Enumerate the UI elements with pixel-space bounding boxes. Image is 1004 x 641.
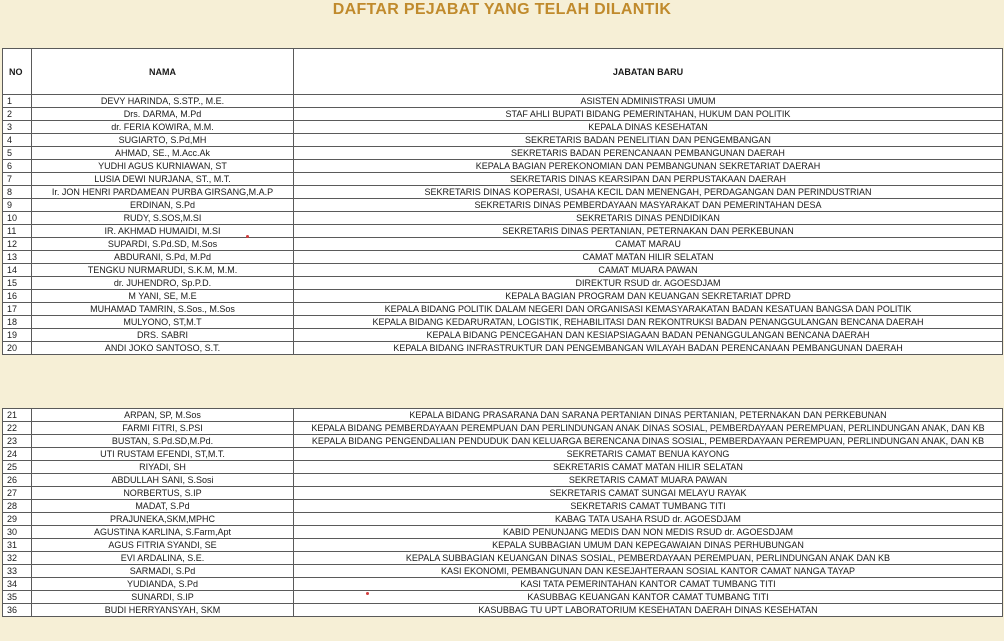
cell-no: 30 [3, 526, 32, 539]
cell-no: 6 [3, 160, 32, 173]
cell-no: 18 [3, 316, 32, 329]
table-row [3, 474, 1003, 487]
cell-nama: SUNARDI, S.IP [32, 591, 294, 604]
cell-jabatan: SEKRETARIS CAMAT MATAN HILIR SELATAN [294, 461, 1003, 474]
cell-no: 32 [3, 552, 32, 565]
cell-jabatan: KABAG TATA USAHA RSUD dr. AGOESDJAM [294, 513, 1003, 526]
cell-jabatan: KEPALA BIDANG INFRASTRUKTUR DAN PENGEMBANGAN WILAYAH BADAN PERENCANAAN PEMBANGUNAN DAERAH [294, 342, 1003, 355]
cell-no: 1 [3, 95, 32, 108]
cell-no: 13 [3, 251, 32, 264]
cell-nama: AGUS FITRIA SYANDI, SE [32, 539, 294, 552]
table-row [3, 448, 1003, 461]
table-row [3, 186, 1003, 199]
cell-nama: dr. FERIA KOWIRA, M.M. [32, 121, 294, 134]
table-row [3, 578, 1003, 591]
cell-nama: Drs. DARMA, M.Pd [32, 108, 294, 121]
table-row [3, 316, 1003, 329]
cell-jabatan: CAMAT MATAN HILIR SELATAN [294, 251, 1003, 264]
cell-nama: MUHAMAD TAMRIN, S.Sos., M.Sos [32, 303, 294, 316]
table-header-row [3, 49, 1003, 95]
cell-nama: SARMADI, S.Pd [32, 565, 294, 578]
cell-nama: NORBERTUS, S.IP [32, 487, 294, 500]
table-row [3, 121, 1003, 134]
cell-no: 5 [3, 147, 32, 160]
cell-jabatan: SEKRETARIS DINAS PENDIDIKAN [294, 212, 1003, 225]
table-row [3, 513, 1003, 526]
table-row [3, 342, 1003, 355]
cell-nama: MADAT, S.Pd [32, 500, 294, 513]
cell-jabatan: KEPALA DINAS KESEHATAN [294, 121, 1003, 134]
cell-jabatan: SEKRETARIS CAMAT SUNGAI MELAYU RAYAK [294, 487, 1003, 500]
cell-nama: ABDURANI, S.Pd, M.Pd [32, 251, 294, 264]
cell-jabatan: KEPALA BAGIAN PROGRAM DAN KEUANGAN SEKRETARIAT DPRD [294, 290, 1003, 303]
table-gap [0, 384, 1004, 408]
table-row [3, 238, 1003, 251]
table-body-part-1 [3, 95, 1003, 355]
cell-jabatan: SEKRETARIS BADAN PENELITIAN DAN PENGEMBANGAN [294, 134, 1003, 147]
cell-jabatan: KEPALA SUBBAGIAN UMUM DAN KEPEGAWAIAN DINAS PERHUBUNGAN [294, 539, 1003, 552]
cell-nama: RUDY, S.SOS,M.SI [32, 212, 294, 225]
table-row [3, 604, 1003, 617]
cell-jabatan: KEPALA BIDANG KEDARURATAN, LOGISTIK, REHABILITASI DAN REKONTRUKSI BADAN PENANGGULANGAN BENCANA DAERAH [294, 316, 1003, 329]
cell-jabatan: CAMAT MARAU [294, 238, 1003, 251]
cell-no: 31 [3, 539, 32, 552]
cell-no: 9 [3, 199, 32, 212]
cell-no: 36 [3, 604, 32, 617]
cell-jabatan: KASUBBAG KEUANGAN KANTOR CAMAT TUMBANG TITI [294, 591, 1003, 604]
cell-jabatan: STAF AHLI BUPATI BIDANG PEMERINTAHAN, HUKUM DAN POLITIK [294, 108, 1003, 121]
cell-jabatan: KEPALA BIDANG POLITIK DALAM NEGERI DAN ORGANISASI KEMASYARAKATAN BADAN KESATUAN BANGSA DAN POLITIK [294, 303, 1003, 316]
cell-jabatan: CAMAT MUARA PAWAN [294, 264, 1003, 277]
cell-nama: Ir. JON HENRI PARDAMEAN PURBA GIRSANG,M.A.P [32, 186, 294, 199]
cell-nama: DRS. SABRI [32, 329, 294, 342]
cell-no: 22 [3, 422, 32, 435]
cell-no: 16 [3, 290, 32, 303]
table-row [3, 277, 1003, 290]
cell-nama: AHMAD, SE., M.Acc.Ak [32, 147, 294, 160]
cell-jabatan: DIREKTUR RSUD dr. AGOESDJAM [294, 277, 1003, 290]
cell-jabatan: SEKRETARIS CAMAT TUMBANG TITI [294, 500, 1003, 513]
cell-nama: MULYONO, ST,M.T [32, 316, 294, 329]
table-row [3, 134, 1003, 147]
red-mark [246, 235, 249, 238]
cell-jabatan: KASUBBAG TU UPT LABORATORIUM KESEHATAN DAERAH DINAS KESEHATAN [294, 604, 1003, 617]
table-row [3, 539, 1003, 552]
cell-nama: LUSIA DEWI NURJANA, ST., M.T. [32, 173, 294, 186]
cell-jabatan: KEPALA BIDANG PENGENDALIAN PENDUDUK DAN KELUARGA BERENCANA DINAS SOSIAL, PEMBERDAYAAN PEREMPUAN, PERLINDUNGAN ANAK, DAN KB [294, 435, 1003, 448]
cell-no: 20 [3, 342, 32, 355]
cell-no: 10 [3, 212, 32, 225]
cell-jabatan: SEKRETARIS CAMAT BENUA KAYONG [294, 448, 1003, 461]
cell-no: 4 [3, 134, 32, 147]
cell-jabatan: KASI EKONOMI, PEMBANGUNAN DAN KESEJAHTERAAN SOSIAL KANTOR CAMAT NANGA TAYAP [294, 565, 1003, 578]
cell-jabatan: KABID PENUNJANG MEDIS DAN NON MEDIS RSUD dr. AGOESDJAM [294, 526, 1003, 539]
cell-no: 7 [3, 173, 32, 186]
table-row [3, 251, 1003, 264]
cell-no: 23 [3, 435, 32, 448]
cell-jabatan: KEPALA BIDANG PRASARANA DAN SARANA PERTANIAN DINAS PERTANIAN, PETERNAKAN DAN PERKEBUNAN [294, 409, 1003, 422]
cell-nama: PRAJUNEKA,SKM,MPHC [32, 513, 294, 526]
header-nama: NAMA [32, 49, 294, 95]
cell-no: 34 [3, 578, 32, 591]
cell-jabatan: SEKRETARIS CAMAT MUARA PAWAN [294, 474, 1003, 487]
table-row [3, 526, 1003, 539]
table-row [3, 409, 1003, 422]
cell-nama: YUDIANDA, S.Pd [32, 578, 294, 591]
cell-no: 25 [3, 461, 32, 474]
cell-no: 14 [3, 264, 32, 277]
cell-jabatan: SEKRETARIS BADAN PERENCANAAN PEMBANGUNAN DAERAH [294, 147, 1003, 160]
cell-jabatan: KASI TATA PEMERINTAHAN KANTOR CAMAT TUMBANG TITI [294, 578, 1003, 591]
cell-no: 8 [3, 186, 32, 199]
cell-nama: TENGKU NURMARUDI, S.K.M, M.M. [32, 264, 294, 277]
cell-nama: ERDINAN, S.Pd [32, 199, 294, 212]
cell-jabatan: KEPALA BAGIAN PEREKONOMIAN DAN PEMBANGUNAN SEKRETARIAT DAERAH [294, 160, 1003, 173]
table-row [3, 591, 1003, 604]
table-row [3, 303, 1003, 316]
cell-nama: BUDI HERRYANSYAH, SKM [32, 604, 294, 617]
cell-jabatan: KEPALA SUBBAGIAN KEUANGAN DINAS SOSIAL, PEMBERDAYAAN PEREMPUAN, PERLINDUNGAN ANAK DAN KB [294, 552, 1003, 565]
table-row [3, 565, 1003, 578]
cell-nama: SUPARDI, S.Pd.SD, M.Sos [32, 238, 294, 251]
table-row [3, 147, 1003, 160]
cell-no: 27 [3, 487, 32, 500]
cell-nama: YUDHI AGUS KURNIAWAN, ST [32, 160, 294, 173]
cell-no: 24 [3, 448, 32, 461]
table-row [3, 160, 1003, 173]
cell-nama: UTI RUSTAM EFENDI, ST,M.T. [32, 448, 294, 461]
cell-jabatan: SEKRETARIS DINAS PERTANIAN, PETERNAKAN DAN PERKEBUNAN [294, 225, 1003, 238]
cell-nama: dr. JUHENDRO, Sp.P.D. [32, 277, 294, 290]
table-row [3, 552, 1003, 565]
cell-jabatan: KEPALA BIDANG PEMBERDAYAAN PEREMPUAN DAN PERLINDUNGAN ANAK DINAS SOSIAL, PEMBERDAYAAN PEREMPUAN, PERLINDUNGAN ANAK, DAN KB [294, 422, 1003, 435]
header-jabatan: JABATAN BARU [294, 49, 1003, 95]
cell-jabatan: SEKRETARIS DINAS PEMBERDAYAAN MASYARAKAT DAN PEMERINTAHAN DESA [294, 199, 1003, 212]
cell-nama: ANDI JOKO SANTOSO, S.T. [32, 342, 294, 355]
cell-jabatan: ASISTEN ADMINISTRASI UMUM [294, 95, 1003, 108]
cell-nama: SUGIARTO, S.Pd,MH [32, 134, 294, 147]
table-row [3, 199, 1003, 212]
cell-jabatan: KEPALA BIDANG PENCEGAHAN DAN KESIAPSIAGAAN BADAN PENANGGULANGAN BENCANA DAERAH [294, 329, 1003, 342]
table-row [3, 225, 1003, 238]
table-row [3, 108, 1003, 121]
cell-no: 33 [3, 565, 32, 578]
table-row [3, 290, 1003, 303]
cell-nama: FARMI FITRI, S.PSI [32, 422, 294, 435]
cell-no: 11 [3, 225, 32, 238]
cell-jabatan: SEKRETARIS DINAS KOPERASI, USAHA KECIL DAN MENENGAH, PERDAGANGAN DAN PERINDUSTRIAN [294, 186, 1003, 199]
cell-nama: EVI ARDALINA, S.E. [32, 552, 294, 565]
table-row [3, 487, 1003, 500]
table-row [3, 422, 1003, 435]
cell-no: 28 [3, 500, 32, 513]
cell-no: 17 [3, 303, 32, 316]
table-row [3, 264, 1003, 277]
officials-table-part-1 [2, 48, 1003, 355]
cell-no: 2 [3, 108, 32, 121]
table-row [3, 95, 1003, 108]
cell-no: 15 [3, 277, 32, 290]
cell-nama: IR. AKHMAD HUMAIDI, M.SI [32, 225, 294, 238]
officials-table-part-2 [2, 408, 1003, 617]
cell-nama: AGUSTINA KARLINA, S.Farm,Apt [32, 526, 294, 539]
table-row [3, 173, 1003, 186]
cell-nama: BUSTAN, S.Pd.SD,M.Pd. [32, 435, 294, 448]
table-row [3, 435, 1003, 448]
cell-nama: ARPAN, SP, M.Sos [32, 409, 294, 422]
table-row [3, 329, 1003, 342]
cell-nama: ABDULLAH SANI, S.Sosi [32, 474, 294, 487]
cell-nama: M YANI, SE, M.E [32, 290, 294, 303]
red-mark [366, 592, 369, 595]
cell-no: 3 [3, 121, 32, 134]
cell-no: 21 [3, 409, 32, 422]
table-row [3, 212, 1003, 225]
table-row [3, 461, 1003, 474]
header-no: NO [3, 49, 32, 95]
cell-no: 26 [3, 474, 32, 487]
cell-nama: DEVY HARINDA, S.STP., M.E. [32, 95, 294, 108]
cell-no: 35 [3, 591, 32, 604]
cell-jabatan: SEKRETARIS DINAS KEARSIPAN DAN PERPUSTAKAAN DAERAH [294, 173, 1003, 186]
cell-nama: RIYADI, SH [32, 461, 294, 474]
table-row [3, 500, 1003, 513]
cell-no: 12 [3, 238, 32, 251]
table-body-part-2 [3, 409, 1003, 617]
page-title: DAFTAR PEJABAT YANG TELAH DILANTIK [332, 1, 672, 18]
cell-no: 29 [3, 513, 32, 526]
cell-no: 19 [3, 329, 32, 342]
